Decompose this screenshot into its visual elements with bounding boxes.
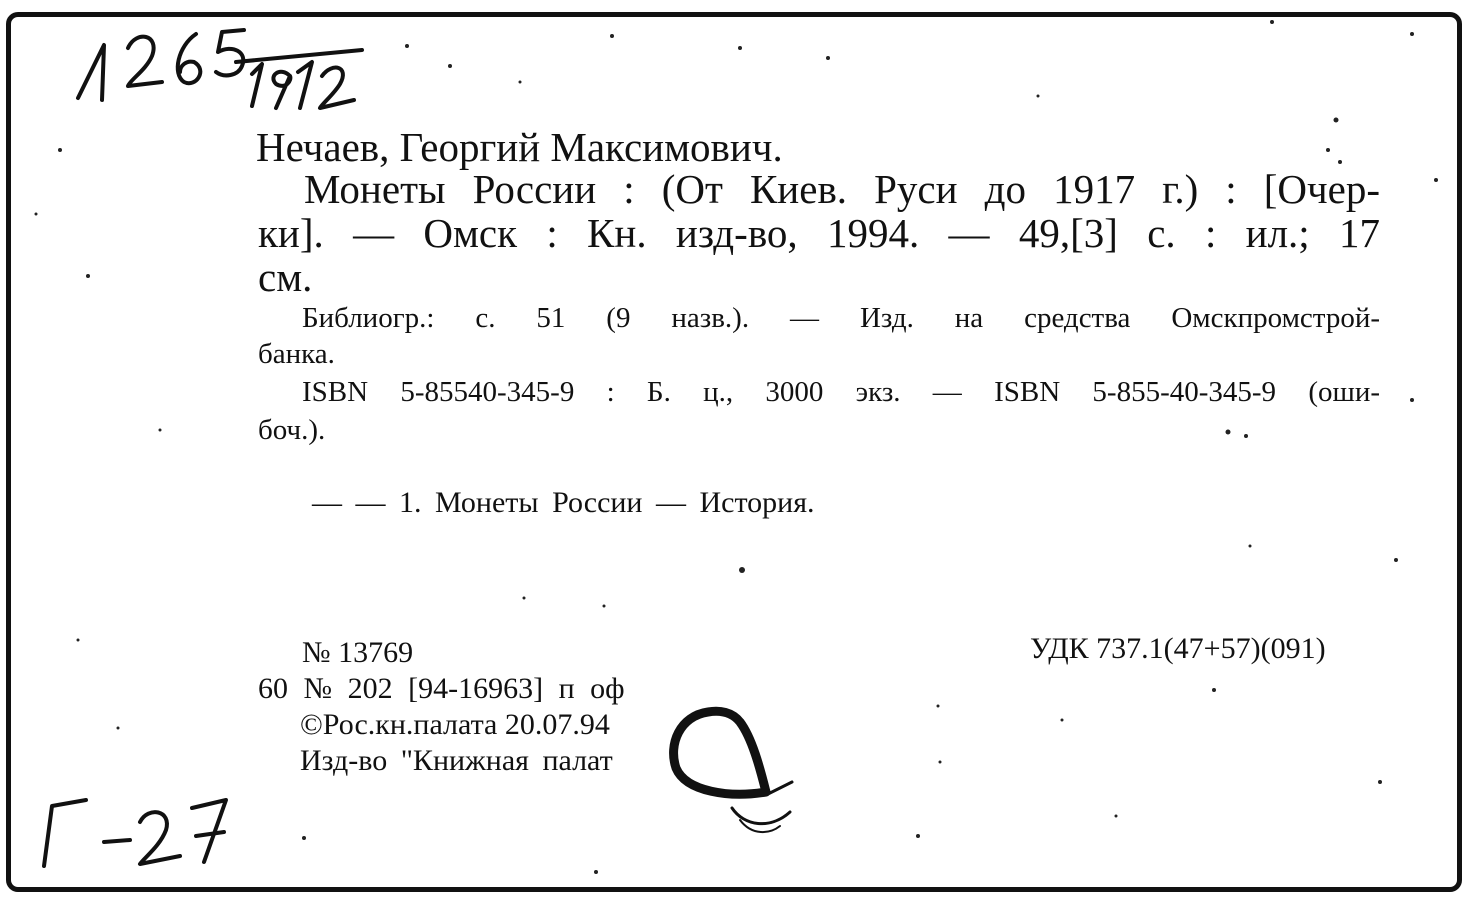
- publisher-line: Изд-во "Книжная палат: [300, 744, 613, 777]
- title-line-3: см.: [258, 254, 313, 300]
- bibliography-note-line-1: Библиогр.: с. 51 (9 назв.). — Изд. на средства Омскпромстрой-: [302, 302, 1380, 334]
- udk-classification: УДК 737.1(47+57)(091): [1030, 632, 1326, 665]
- imprint-line: 60 № 202 [94-16963] п оф: [258, 672, 625, 705]
- bibliography-note-line-2: банка.: [258, 338, 335, 370]
- subject-heading: — — 1. Монеты России — История.: [312, 486, 815, 519]
- author-heading: Нечаев, Георгий Максимович.: [256, 124, 783, 170]
- isbn-line-2: боч.).: [258, 414, 326, 446]
- isbn-line-1: ISBN 5-85540-345-9 : Б. ц., 3000 экз. — ISBN 5-855-40-345-9 (оши-: [302, 376, 1380, 408]
- record-number: № 13769: [302, 636, 414, 669]
- handwritten-shelfmark-top: [78, 30, 362, 108]
- handwritten-shelfmark-bottom: [44, 800, 226, 866]
- title-line-1: Монеты России : (От Киев. Руси до 1917 г.) : [Очер-: [304, 166, 1380, 212]
- copyright-line: ©Рос.кн.палата 20.07.94: [300, 708, 610, 741]
- title-line-2: ки]. — Омск : Кн. изд-во, 1994. — 49,[3] с. : ил.; 17: [258, 210, 1380, 256]
- pen-loop-mark: [674, 711, 792, 832]
